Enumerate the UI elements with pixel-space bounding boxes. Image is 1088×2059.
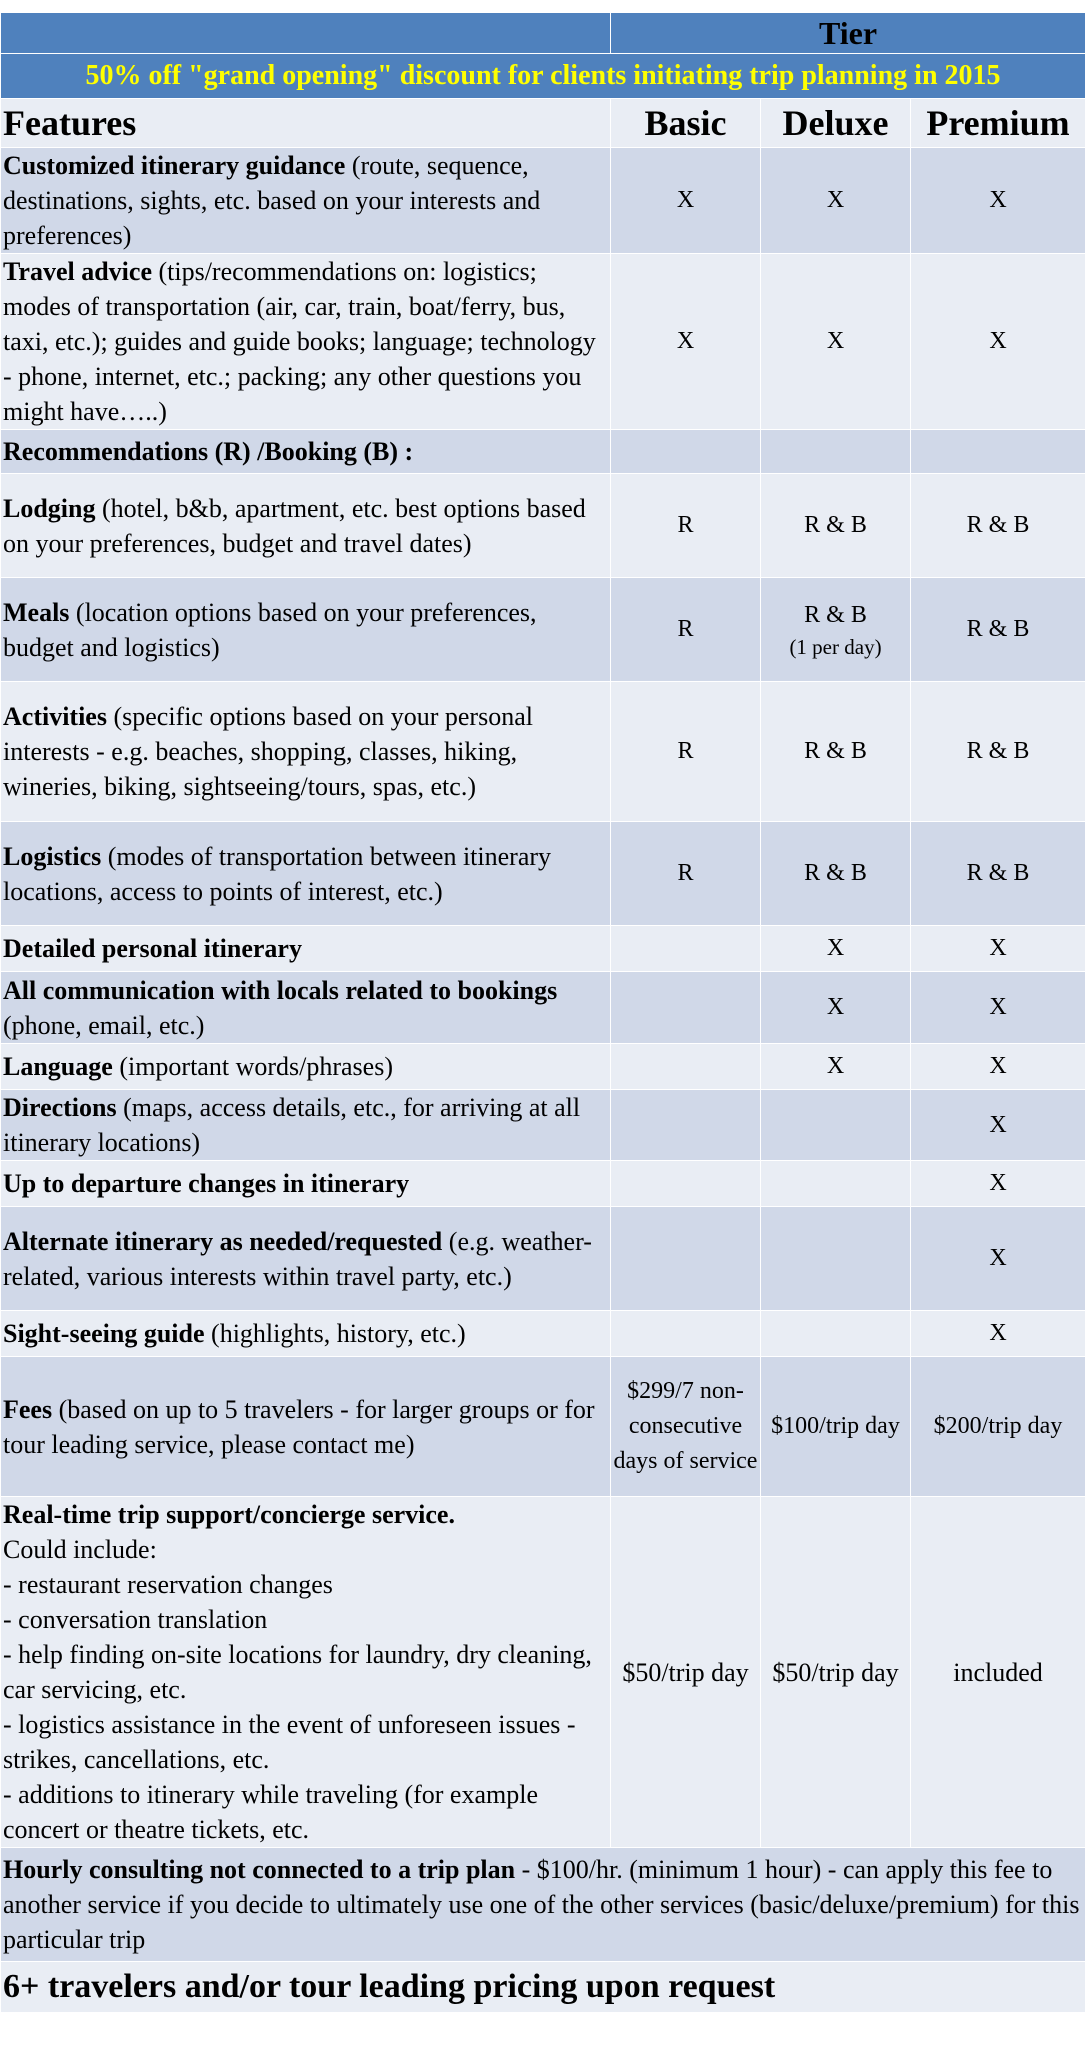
premium-value: R & B [966, 860, 1030, 886]
deluxe-cell [761, 1161, 911, 1207]
table-row [1, 1311, 1086, 1357]
premium-cell [911, 682, 1086, 822]
feature-cell [1, 1357, 611, 1497]
pricing-table [0, 12, 1086, 2013]
basic-cell [611, 1044, 761, 1090]
premium-cell [911, 926, 1086, 972]
feature-cell [1, 254, 611, 430]
feature-description: (hotel, b&b, apartment, etc. best options based on your preferences, budget and travel dates) [3, 493, 586, 558]
feature-description: (phone, email, etc.) [3, 1010, 205, 1040]
deluxe-cell [761, 926, 911, 972]
deluxe-header: Deluxe [761, 99, 911, 148]
basic-cell [611, 1161, 761, 1207]
premium-cell [911, 430, 1086, 474]
deluxe-note: (1 per day) [789, 635, 882, 659]
feature-title: Activities [3, 702, 107, 731]
tier-header-row [1, 13, 1086, 54]
premium-value: X [989, 935, 1007, 961]
support-line: Could include: [3, 1535, 157, 1564]
premium-value: X [989, 1053, 1007, 1079]
footer-row [1, 1962, 1086, 2013]
table-row [1, 1161, 1086, 1207]
premium-cell [911, 822, 1086, 926]
premium-cell [911, 1161, 1086, 1207]
premium-value: X [989, 328, 1007, 354]
column-header-row [1, 99, 1086, 148]
deluxe-cell [761, 148, 911, 254]
basic-value: R [677, 616, 694, 642]
basic-value: $299/7 non-consecutive days of service [613, 1378, 758, 1474]
support-deluxe-value: $50/trip day [761, 1497, 911, 1848]
basic-cell [611, 254, 761, 430]
feature-description: (maps, access details, etc., for arriving at all itinerary locations) [3, 1093, 581, 1157]
premium-cell [911, 254, 1086, 430]
promo-row [1, 54, 1086, 99]
premium-value: R & B [966, 616, 1030, 642]
premium-value: X [989, 1245, 1007, 1271]
deluxe-value: X [826, 994, 845, 1020]
feature-title: Meals [3, 597, 70, 627]
deluxe-value: R & B [804, 738, 867, 764]
basic-value: X [676, 187, 695, 213]
feature-description: (route, sequence, destinations, sights, etc. based on your interests and preferences) [3, 151, 541, 250]
table-row [1, 578, 1086, 682]
premium-cell [911, 1090, 1086, 1161]
feature-description: (tips/recommendations on: logistics; modes of transportation (air, car, train, boat/ferry, bus, taxi, etc.); guides and guide books; language; technology - phone, internet, etc.; packing; any other questions you might have…..) [3, 257, 596, 426]
feature-description: (modes of transportation between itinerary locations, access to points of interest, etc.) [3, 841, 552, 906]
hourly-title: Hourly consulting not connected to a trip plan [3, 1855, 516, 1884]
basic-value: R [677, 860, 694, 886]
feature-title: Detailed personal itinerary [3, 934, 302, 963]
basic-cell [611, 1207, 761, 1311]
support-row [1, 1497, 1086, 1848]
basic-cell [611, 822, 761, 926]
feature-title: Travel advice [3, 257, 152, 286]
table-row [1, 474, 1086, 578]
deluxe-value: $100/trip day [771, 1413, 900, 1439]
basic-cell [611, 474, 761, 578]
premium-cell [911, 972, 1086, 1044]
deluxe-cell [761, 430, 911, 474]
support-premium-value: included [911, 1497, 1086, 1848]
premium-cell [911, 148, 1086, 254]
basic-header: Basic [611, 99, 761, 148]
deluxe-cell [761, 972, 911, 1044]
premium-cell [911, 474, 1086, 578]
table-row [1, 822, 1086, 926]
basic-cell [611, 430, 761, 474]
deluxe-cell [761, 578, 911, 682]
support-line: - conversation translation [3, 1605, 268, 1634]
hourly-cell [1, 1848, 1086, 1962]
support-line: - logistics assistance in the event of unforeseen issues - strikes, cancellations, etc. [3, 1710, 576, 1774]
support-basic-value: $50/trip day [611, 1497, 761, 1848]
basic-value: R [677, 512, 694, 538]
table-row [1, 1207, 1086, 1311]
deluxe-cell [761, 1311, 911, 1357]
support-title: Real-time trip support/concierge service. [3, 1500, 455, 1529]
premium-value: X [989, 1111, 1007, 1138]
table-row [1, 972, 1086, 1044]
deluxe-value: R & B [804, 512, 867, 538]
feature-title: Language [3, 1052, 113, 1081]
table-row [1, 254, 1086, 430]
premium-value: $200/trip day [933, 1413, 1063, 1439]
support-feature-cell [1, 1497, 611, 1848]
feature-title: Alternate itinerary as needed/requested [3, 1226, 443, 1256]
deluxe-cell [761, 682, 911, 822]
table-row [1, 1357, 1086, 1497]
feature-cell [1, 474, 611, 578]
basic-cell [611, 148, 761, 254]
premium-value: R & B [966, 738, 1030, 764]
tier-header-blank [1, 13, 611, 54]
feature-cell [1, 1207, 611, 1311]
features-header: Features [1, 99, 611, 148]
feature-title: Directions [3, 1093, 117, 1122]
basic-value: X [676, 328, 695, 354]
feature-cell [1, 578, 611, 682]
feature-title: Recommendations (R) /Booking (B) : [3, 437, 414, 466]
premium-value: X [989, 187, 1007, 213]
basic-cell [611, 1357, 761, 1497]
deluxe-cell [761, 1090, 911, 1161]
basic-cell [611, 578, 761, 682]
table-row [1, 1044, 1086, 1090]
feature-title: Sight-seeing guide [3, 1319, 205, 1348]
premium-value: X [989, 1320, 1007, 1346]
support-line: - restaurant reservation changes [3, 1570, 333, 1599]
deluxe-cell [761, 474, 911, 578]
promo-banner: 50% off "grand opening" discount for clients initiating trip planning in 2015 [1, 54, 1086, 99]
feature-cell [1, 1311, 611, 1357]
feature-title: All communication with locals related to bookings [3, 975, 558, 1005]
premium-value: X [989, 994, 1007, 1020]
feature-cell [1, 972, 611, 1044]
table-row [1, 1090, 1086, 1161]
premium-cell [911, 1044, 1086, 1090]
feature-description: (location options based on your preferences, budget and logistics) [3, 597, 537, 662]
feature-description: (based on up to 5 travelers - for larger groups or for tour leading service, please contact me) [3, 1394, 595, 1459]
feature-title: Customized itinerary guidance [3, 151, 346, 180]
premium-header: Premium [911, 99, 1086, 148]
feature-description: (important words/phrases) [112, 1052, 393, 1081]
support-line: - additions to itinerary while traveling (for example concert or theatre tickets, etc. [3, 1780, 538, 1844]
deluxe-value: X [826, 935, 845, 961]
deluxe-value: X [826, 328, 845, 354]
feature-cell [1, 682, 611, 822]
feature-description: (e.g. weather-related, various interests within travel party, etc.) [3, 1226, 592, 1291]
deluxe-cell [761, 1207, 911, 1311]
table-row [1, 430, 1086, 474]
hourly-description: - $100/hr. (minimum 1 hour) - can apply this fee to another service if you decide to ultimately use one of the other services (basic/deluxe/premium) for this particular trip [3, 1855, 1080, 1954]
premium-cell [911, 578, 1086, 682]
table-row [1, 926, 1086, 972]
table-row [1, 682, 1086, 822]
feature-description: (highlights, history, etc.) [204, 1319, 466, 1348]
support-line: - help finding on-site locations for laundry, dry cleaning, car servicing, etc. [3, 1640, 592, 1704]
table-row [1, 148, 1086, 254]
feature-description: (specific options based on your personal interests - e.g. beaches, shopping, classes, hiking, wineries, biking, sightseeing/tours, spas, etc.) [3, 702, 533, 801]
premium-cell [911, 1357, 1086, 1497]
premium-value: X [989, 1170, 1007, 1196]
deluxe-value: R & B [804, 860, 867, 886]
premium-cell [911, 1311, 1086, 1357]
feature-cell [1, 430, 611, 474]
feature-title: Logistics [3, 841, 102, 871]
basic-cell [611, 682, 761, 822]
premium-cell [911, 1207, 1086, 1311]
feature-title: Fees [3, 1394, 53, 1424]
deluxe-value: X [826, 187, 845, 213]
deluxe-value: R & B [804, 602, 867, 628]
basic-value: R [677, 738, 694, 764]
footer-note: 6+ travelers and/or tour leading pricing upon request [1, 1962, 1086, 2013]
feature-cell [1, 148, 611, 254]
feature-cell [1, 1161, 611, 1207]
basic-cell [611, 972, 761, 1044]
basic-cell [611, 1090, 761, 1161]
deluxe-cell [761, 254, 911, 430]
feature-cell [1, 926, 611, 972]
feature-cell [1, 1090, 611, 1161]
basic-cell [611, 1311, 761, 1357]
tier-header: Tier [611, 13, 1086, 54]
premium-value: R & B [966, 512, 1030, 538]
feature-title: Up to departure changes in itinerary [3, 1169, 410, 1198]
deluxe-cell [761, 1357, 911, 1497]
feature-title: Lodging [3, 493, 96, 523]
deluxe-cell [761, 1044, 911, 1090]
hourly-row [1, 1848, 1086, 1962]
feature-cell [1, 1044, 611, 1090]
deluxe-value: X [826, 1053, 845, 1079]
basic-cell [611, 926, 761, 972]
deluxe-cell [761, 822, 911, 926]
feature-cell [1, 822, 611, 926]
